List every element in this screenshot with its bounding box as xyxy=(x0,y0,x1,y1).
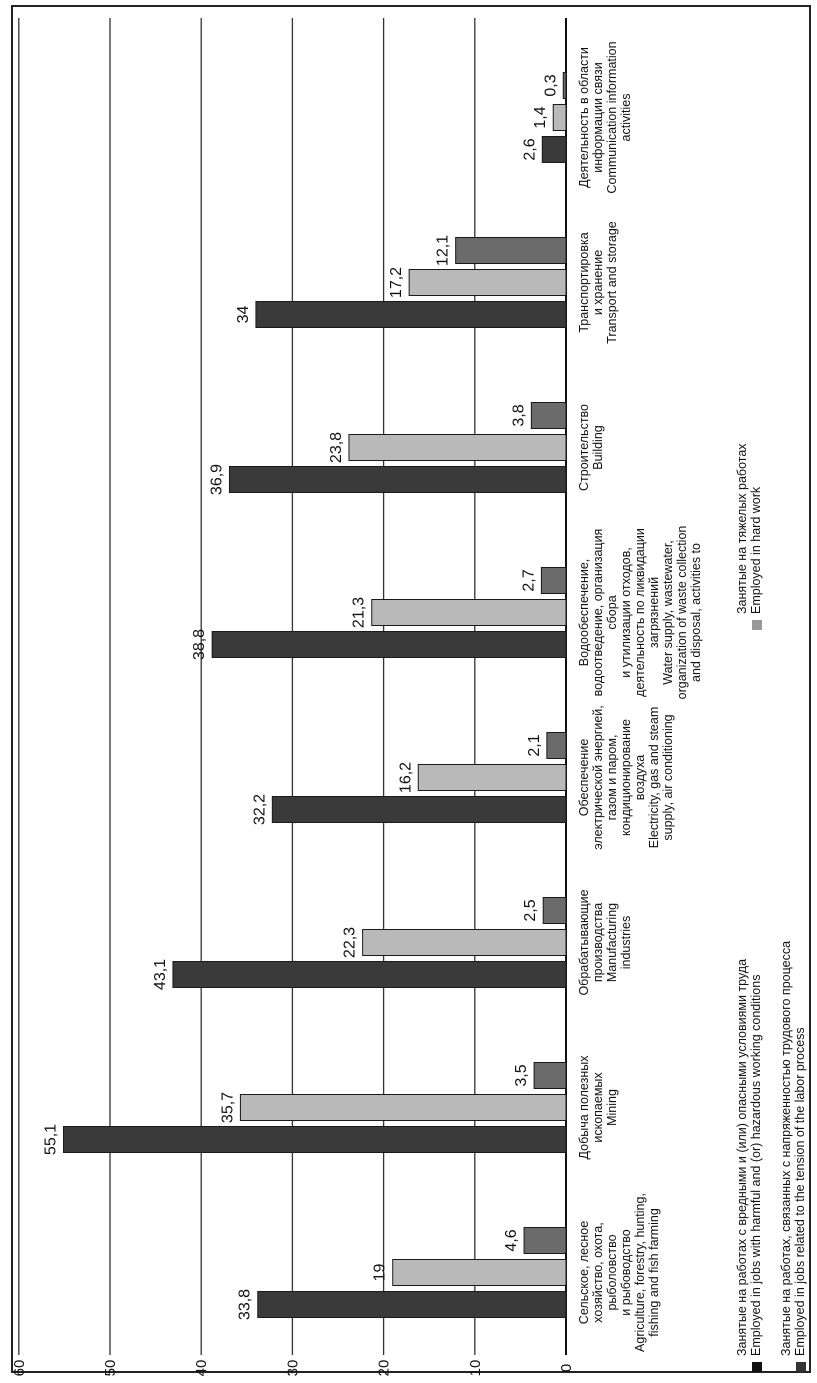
data-label-manufacturing-series-2: 22,3 xyxy=(341,926,359,959)
category-label-transport-line-2: и хранение xyxy=(591,249,605,316)
bar-communication-series-2 xyxy=(553,105,566,131)
category-label-communication-line-2: информации связи xyxy=(591,62,605,173)
category-label-electricity-line-7: supply, air conditioning xyxy=(661,714,675,841)
legend-swatch-2 xyxy=(752,620,762,630)
data-label-mining-series-2: 35,7 xyxy=(219,1091,237,1124)
legend-text-3-line-2: Employed in jobs related to the tension of the labor process xyxy=(793,1027,807,1356)
category-label-agriculture-line-1: Сельское, лесное xyxy=(577,1220,591,1325)
category-label-building-line-1: Строительство xyxy=(577,404,591,491)
category-label-agriculture-line-5: Agriculture, forestry, hunting, xyxy=(633,1193,647,1352)
data-label-electricity-series-3: 2,1 xyxy=(525,734,543,757)
legend-text-2-line-2: Employed in hard work xyxy=(749,486,763,614)
data-label-communication-series-3: 0,3 xyxy=(542,74,560,97)
data-label-transport-series-2: 17,2 xyxy=(388,266,406,299)
data-label-transport-series-1: 34 xyxy=(234,305,252,324)
bar-transport-series-2 xyxy=(409,270,566,296)
data-label-electricity-series-2: 16,2 xyxy=(397,761,415,794)
category-label-electricity-line-5: воздуха xyxy=(633,754,647,801)
legend-swatch-3 xyxy=(796,1362,806,1372)
category-label-mining-line-3: Mining xyxy=(605,1089,619,1126)
category-label-transport-line-3: Transport and storage xyxy=(605,221,619,344)
category-label-water-line-1: Водообеспечение, xyxy=(577,558,591,667)
y-tick-label-20: 20 xyxy=(375,1359,393,1377)
bar-electricity-series-3 xyxy=(547,733,566,759)
bar-electricity-series-1 xyxy=(272,797,566,823)
data-label-mining-series-3: 3,5 xyxy=(513,1064,531,1087)
y-tick-label-10: 10 xyxy=(466,1359,484,1377)
y-tick-label-40: 40 xyxy=(193,1359,211,1377)
bar-manufacturing-series-2 xyxy=(363,930,566,956)
bar-electricity-series-2 xyxy=(418,765,566,791)
y-tick-label-60: 60 xyxy=(10,1359,28,1377)
category-label-electricity-line-2: электрической энергией, xyxy=(591,705,605,850)
category-label-agriculture-line-6: fishing and fish farming xyxy=(647,1208,661,1337)
category-label-agriculture-line-4: и рыбоводство xyxy=(619,1229,633,1316)
data-label-water-series-1: 38,8 xyxy=(191,628,209,661)
category-label-manufacturing-line-3: Manufacturing xyxy=(605,902,619,983)
data-label-transport-series-3: 12,1 xyxy=(434,234,452,267)
category-label-communication-line-4: activities xyxy=(619,93,633,142)
bar-communication-series-3 xyxy=(563,73,566,99)
data-label-communication-series-1: 2,6 xyxy=(521,138,539,161)
category-label-water-line-9: and disposal, activities to xyxy=(689,543,703,682)
category-label-water-line-3: сбора xyxy=(605,595,619,630)
chart-frame xyxy=(12,6,810,1372)
legend-text-1-line-1: Занятые на работах с вредными и (или) опасными условиями труда xyxy=(735,958,749,1356)
bar-building-series-1 xyxy=(229,467,566,493)
category-label-electricity-line-4: кондиционирование xyxy=(619,719,633,836)
bar-agriculture-series-1 xyxy=(258,1292,566,1318)
category-label-communication-line-3: Communication information xyxy=(605,41,619,194)
bar-manufacturing-series-1 xyxy=(173,962,566,988)
bar-communication-series-1 xyxy=(542,137,566,163)
category-label-building-line-2: Building xyxy=(591,425,605,470)
legend-text-3-line-1: Занятые на работах, связанных с напряженностью трудового процесса xyxy=(779,940,793,1356)
data-label-agriculture-series-1: 33,8 xyxy=(236,1288,254,1321)
bar-transport-series-1 xyxy=(256,302,566,328)
category-label-water-line-4: и утилизации отходов, xyxy=(619,547,633,678)
category-label-water-line-7: Water supply, wastewater, xyxy=(661,540,675,685)
bar-water-series-3 xyxy=(541,568,566,594)
bar-mining-series-3 xyxy=(534,1063,566,1089)
category-label-transport-line-1: Транспортировка xyxy=(577,232,591,333)
bar-mining-series-2 xyxy=(240,1095,566,1121)
data-label-building-series-1: 36,9 xyxy=(208,463,226,496)
legend-swatch-1 xyxy=(752,1362,762,1372)
bar-water-series-1 xyxy=(212,632,566,658)
y-tick-label-0: 0 xyxy=(558,1363,575,1373)
category-label-mining-line-1: Добыча полезных xyxy=(577,1055,591,1160)
legend-text-1-line-2: Employed in jobs with harmful and (or) hazardous working conditions xyxy=(749,974,763,1356)
data-label-building-series-3: 3,8 xyxy=(510,404,528,427)
data-label-building-series-2: 23,8 xyxy=(327,431,345,464)
category-label-agriculture-line-3: рыболовство xyxy=(605,1234,619,1311)
bar-mining-series-1 xyxy=(63,1127,566,1153)
bar-manufacturing-series-3 xyxy=(543,898,566,924)
bar-water-series-2 xyxy=(372,600,566,626)
bar-agriculture-series-2 xyxy=(393,1260,566,1286)
data-label-manufacturing-series-3: 2,5 xyxy=(522,899,540,922)
category-label-manufacturing-line-4: industries xyxy=(619,915,633,970)
category-label-electricity-line-6: Electricity, gas and steam xyxy=(647,706,661,849)
data-label-electricity-series-1: 32,2 xyxy=(251,793,269,826)
data-label-agriculture-series-2: 19 xyxy=(371,1263,389,1282)
y-tick-label-30: 30 xyxy=(284,1359,302,1377)
category-label-communication-line-1: Деятельность в области xyxy=(577,47,591,188)
category-label-water-line-6: загрязнений xyxy=(647,576,661,649)
data-label-water-series-2: 21,3 xyxy=(350,596,368,629)
y-tick-label-50: 50 xyxy=(102,1359,119,1377)
category-label-electricity-line-1: Обеспечение xyxy=(577,738,591,817)
category-label-water-line-5: деятельность по ликвидации xyxy=(633,528,647,697)
bar-building-series-2 xyxy=(349,435,566,461)
data-label-mining-series-1: 55,1 xyxy=(42,1123,60,1156)
data-label-communication-series-2: 1,4 xyxy=(532,106,550,129)
data-label-agriculture-series-3: 4,6 xyxy=(503,1229,521,1252)
category-label-manufacturing-line-2: производства xyxy=(591,902,605,983)
data-label-water-series-3: 2,7 xyxy=(520,569,538,592)
category-label-agriculture-line-2: хозяйство, охота, xyxy=(591,1222,605,1323)
bar-transport-series-3 xyxy=(456,238,566,264)
legend-text-2-line-1: Занятые на тяжелых работах xyxy=(735,443,749,614)
category-label-water-line-2: водоотведение, организация xyxy=(591,528,605,697)
category-label-water-line-8: organization of waste collection xyxy=(675,525,689,700)
bar-agriculture-series-3 xyxy=(524,1228,566,1254)
category-label-manufacturing-line-1: Обрабатывающие xyxy=(577,889,591,996)
data-label-manufacturing-series-1: 43,1 xyxy=(151,958,169,991)
bar-building-series-3 xyxy=(531,403,566,429)
category-label-electricity-line-3: газом и паром, xyxy=(605,734,619,821)
category-label-mining-line-2: ископаемых xyxy=(591,1072,605,1143)
